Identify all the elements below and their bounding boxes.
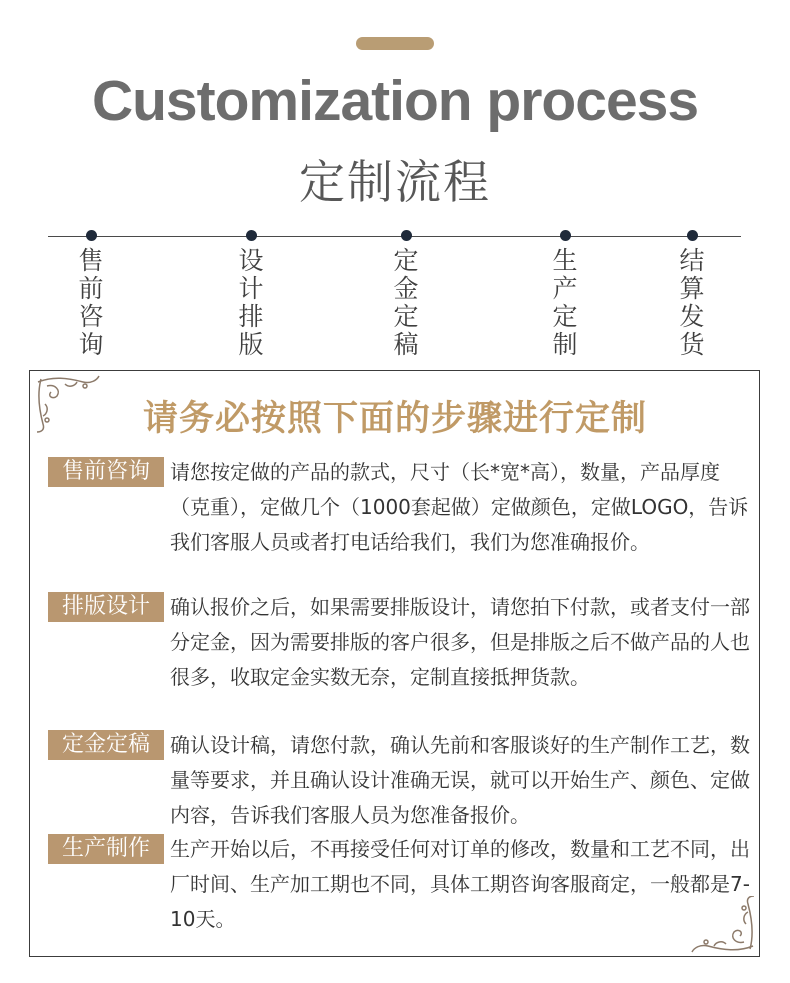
timeline-dot: [687, 230, 698, 241]
step-description: 确认设计稿，请您付款，确认先前和客服谈好的生产制作工艺，数量等要求，并且确认设计准确无误，就可以开始生产、颜色、定做内容，告诉我们客服人员为您准备报价。: [170, 733, 750, 827]
timeline-dot: [246, 230, 257, 241]
timeline-step-delivery: [672, 230, 712, 359]
timeline-step-label: 生产定制: [552, 246, 578, 359]
ornament-corner-icon: [688, 896, 758, 954]
timeline-step-deposit: [386, 230, 426, 359]
timeline-dot: [560, 230, 571, 241]
timeline-step-label: 设计排版: [238, 246, 264, 359]
timeline-step-label: 售前咨询: [78, 246, 104, 359]
step-description: 生产开始以后，不再接受任何对订单的修改，数量和工艺不同，出厂时间、生产加工期也不同，具体工期咨询客服商定，一般都是7-10天。: [170, 837, 750, 931]
step-tag: 生产制作: [48, 834, 164, 864]
timeline-step-design: [231, 230, 271, 359]
timeline-dot: [86, 230, 97, 241]
step-description: 确认报价之后，如果需要排版设计，请您拍下付款，或者支付一部分定金，因为需要排版的客户很多，但是排版之后不做产品的人也很多，收取定金实数无奈，定制直接抵押货款。: [170, 595, 750, 689]
notice-title: 请务必按照下面的步骤进行定制: [142, 399, 647, 439]
step-item-deposit: [48, 728, 758, 833]
step-tag: 售前咨询: [48, 457, 164, 487]
step-item-consult: [48, 455, 758, 595]
step-tag: 定金定稿: [48, 730, 164, 760]
timeline-step-production: [545, 230, 585, 359]
step-item-design: [48, 590, 758, 730]
step-item-production: [48, 832, 758, 937]
page-title-cn: 定制流程: [299, 155, 491, 209]
timeline-dot: [401, 230, 412, 241]
step-description: 请您按定做的产品的款式，尺寸（长*宽*高），数量，产品厚度（克重），定做几个（1000套起做）定做颜色，定做LOGO，告诉我们客服人员或者打电话给我们，我们为您准确报价。: [170, 460, 749, 554]
header-accent-bar: [356, 37, 434, 50]
step-tag: 排版设计: [48, 592, 164, 622]
page-title-en: Customization process: [91, 69, 699, 133]
timeline-step-consult: [71, 230, 111, 359]
timeline-step-label: 结算发货: [679, 246, 705, 359]
timeline-step-label: 定金定稿: [393, 246, 419, 359]
